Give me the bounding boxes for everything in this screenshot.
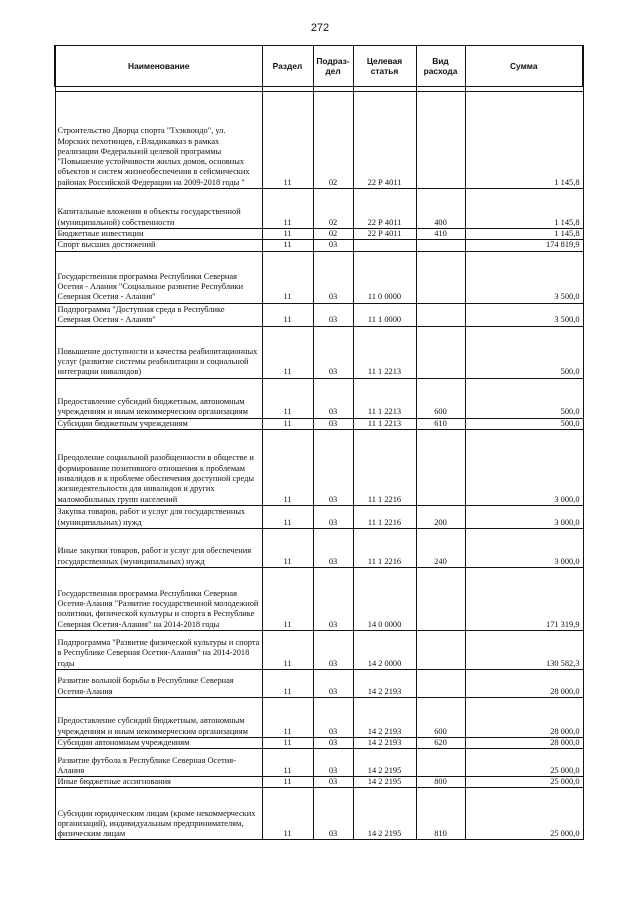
- row-name: Подпрограмма "Развитие физической культуры и спорта в Республике Северная Осетия-Алания" на 2014-2018 годы: [55, 630, 262, 669]
- table-row: [55, 229, 583, 240]
- row-razdel: 11: [262, 697, 313, 737]
- table-body: [55, 87, 583, 840]
- header-vid: Вид расхода: [416, 46, 465, 87]
- header-name: Наименование: [55, 46, 262, 87]
- row-summa: 3 000,0: [465, 429, 583, 505]
- row-name: Преодоление социальной разобщенности в обществе и формирование позитивного отношения к проблемам инвалидов и к проблеме обеспечения доступной среды жизнедеятельности для инвалидов и других маломобильных групп населений: [55, 429, 262, 505]
- header-podrazdel: Подраз-дел: [313, 46, 353, 87]
- table-row: [55, 326, 583, 378]
- row-tselevaya: 14 2 0000: [353, 630, 416, 669]
- row-podrazdel: 03: [313, 326, 353, 378]
- row-summa: 3 500,0: [465, 251, 583, 303]
- row-podrazdel: 03: [313, 788, 353, 840]
- table-row: [55, 669, 583, 697]
- row-summa: 1 145,8: [465, 92, 583, 189]
- row-podrazdel: 02: [313, 92, 353, 189]
- row-vid: 410: [416, 229, 465, 240]
- row-name: Государственная программа Республики Северная Осетия-Алания "Развитие государственной молодежной политики, физической культуры и спорта в Республике Северная Осетия-Алания" на 2014-2018 годы: [55, 567, 262, 630]
- row-razdel: 11: [262, 788, 313, 840]
- table-row: [55, 303, 583, 326]
- row-tselevaya: 14 2 2193: [353, 737, 416, 748]
- row-podrazdel: 03: [313, 528, 353, 567]
- row-podrazdel: 03: [313, 240, 353, 251]
- row-tselevaya: 11 1 2216: [353, 528, 416, 567]
- header-tselevaya: Целевая статья: [353, 46, 416, 87]
- row-summa: 25 000,0: [465, 788, 583, 840]
- row-vid: [416, 630, 465, 669]
- row-summa: 3 500,0: [465, 303, 583, 326]
- row-name: Субсидии автономным учреждениям: [55, 737, 262, 748]
- row-razdel: 11: [262, 777, 313, 788]
- row-tselevaya: 11 1 2213: [353, 378, 416, 418]
- table-row: [55, 777, 583, 788]
- row-podrazdel: 03: [313, 737, 353, 748]
- row-tselevaya: 11 1 2216: [353, 429, 416, 505]
- row-podrazdel: 03: [313, 418, 353, 429]
- row-summa: 25 000,0: [465, 749, 583, 777]
- row-tselevaya: 11 0 0000: [353, 251, 416, 303]
- row-name: Предоставление субсидий бюджетным, автономным учреждениям и иным некоммерческим организациям: [55, 378, 262, 418]
- budget-table: [54, 45, 584, 840]
- table-row: [55, 788, 583, 840]
- row-tselevaya: 11 1 0000: [353, 303, 416, 326]
- table-row: [55, 528, 583, 567]
- row-tselevaya: 22 Р 4011: [353, 229, 416, 240]
- row-summa: 28 000,0: [465, 669, 583, 697]
- table-row: [55, 92, 583, 189]
- row-razdel: 11: [262, 528, 313, 567]
- row-tselevaya: 14 2 2195: [353, 749, 416, 777]
- row-vid: [416, 251, 465, 303]
- header-summa: Сумма: [465, 46, 583, 87]
- row-summa: 500,0: [465, 326, 583, 378]
- row-tselevaya: 11 1 2213: [353, 418, 416, 429]
- row-razdel: 11: [262, 567, 313, 630]
- row-vid: 240: [416, 528, 465, 567]
- row-summa: 174 819,9: [465, 240, 583, 251]
- table-row: [55, 251, 583, 303]
- row-name: Государственная программа Республики Северная Осетия - Алания "Социальное развитие Республики Северная Осетия - Алания": [55, 251, 262, 303]
- row-name: Капитальные вложения в объекты государственной (муниципальной) собственности: [55, 189, 262, 229]
- table-row: [55, 567, 583, 630]
- row-tselevaya: 22 Р 4011: [353, 92, 416, 189]
- page-number: 272: [310, 22, 330, 34]
- row-razdel: 11: [262, 505, 313, 528]
- row-tselevaya: 14 0 0000: [353, 567, 416, 630]
- row-vid: [416, 240, 465, 251]
- row-name: Подпрограмма "Доступная среда в Республике Северная Осетия - Алания": [55, 303, 262, 326]
- row-name: Развитие вольной борьбы в Республике Северная Осетия-Алания: [55, 669, 262, 697]
- row-tselevaya: [353, 240, 416, 251]
- row-podrazdel: 03: [313, 251, 353, 303]
- table-row: [55, 737, 583, 748]
- row-razdel: 11: [262, 229, 313, 240]
- row-razdel: 11: [262, 429, 313, 505]
- row-name: Бюджетные инвестиции: [55, 229, 262, 240]
- row-summa: 3 000,0: [465, 528, 583, 567]
- row-vid: [416, 429, 465, 505]
- row-summa: 1 145,8: [465, 189, 583, 229]
- row-vid: [416, 326, 465, 378]
- row-razdel: 11: [262, 251, 313, 303]
- table-row: [55, 749, 583, 777]
- row-podrazdel: 03: [313, 378, 353, 418]
- row-name: Иные закупки товаров, работ и услуг для обеспечения государственных (муниципальных) нужд: [55, 528, 262, 567]
- row-tselevaya: 14 2 2195: [353, 788, 416, 840]
- row-tselevaya: 14 2 2193: [353, 697, 416, 737]
- row-podrazdel: 02: [313, 229, 353, 240]
- row-razdel: 11: [262, 669, 313, 697]
- row-name: Строительство Дворца спорта "Тхэквондо", ул. Морских пехотинцев, г.Владикавказ в рамках реализации Федеральной целевой программы "Повышение устойчивости жилых домов, основных объектов и систем жизнеобеспечения в сейсмических районах Российской Федерации на 2009-2018 годы ": [55, 92, 262, 189]
- row-summa: 130 582,3: [465, 630, 583, 669]
- row-razdel: 11: [262, 92, 313, 189]
- row-name: Развитие футбола в Республике Северная Осетия-Алания: [55, 749, 262, 777]
- row-podrazdel: 03: [313, 429, 353, 505]
- table-header-row: [55, 46, 583, 87]
- row-razdel: 11: [262, 240, 313, 251]
- row-vid: 610: [416, 418, 465, 429]
- row-name: Спорт высших достижений: [55, 240, 262, 251]
- row-name: Субсидии бюджетным учреждениям: [55, 418, 262, 429]
- table-row: [55, 240, 583, 251]
- row-summa: 500,0: [465, 378, 583, 418]
- row-razdel: 11: [262, 189, 313, 229]
- table-row: [55, 697, 583, 737]
- row-razdel: 11: [262, 749, 313, 777]
- row-razdel: 11: [262, 737, 313, 748]
- row-razdel: 11: [262, 326, 313, 378]
- row-summa: 1 145,8: [465, 229, 583, 240]
- row-tselevaya: 14 2 2193: [353, 669, 416, 697]
- table-row: [55, 418, 583, 429]
- row-podrazdel: 03: [313, 669, 353, 697]
- row-summa: 3 000,0: [465, 505, 583, 528]
- row-tselevaya: 11 1 2213: [353, 326, 416, 378]
- row-vid: 400: [416, 189, 465, 229]
- row-summa: 171 319,9: [465, 567, 583, 630]
- table-row: [55, 378, 583, 418]
- row-podrazdel: 02: [313, 189, 353, 229]
- row-name: Субсидии юридическим лицам (кроме некоммерческих организаций), индивидуальным предпринимателям, физическим лицам: [55, 788, 262, 840]
- row-podrazdel: 03: [313, 505, 353, 528]
- row-razdel: 11: [262, 630, 313, 669]
- row-podrazdel: 03: [313, 749, 353, 777]
- row-vid: [416, 92, 465, 189]
- row-name: Повышение доступности и качества реабилитационных услуг (развитие системы реабилитации и социальной интеграции инвалидов): [55, 326, 262, 378]
- table-row: [55, 630, 583, 669]
- row-podrazdel: 03: [313, 630, 353, 669]
- row-razdel: 11: [262, 418, 313, 429]
- row-tselevaya: 11 1 2216: [353, 505, 416, 528]
- row-summa: 28 000,0: [465, 737, 583, 748]
- row-summa: 500,0: [465, 418, 583, 429]
- row-vid: 600: [416, 378, 465, 418]
- header-razdel: Раздел: [262, 46, 313, 87]
- row-summa: 25 000,0: [465, 777, 583, 788]
- row-tselevaya: 14 2 2195: [353, 777, 416, 788]
- row-podrazdel: 03: [313, 697, 353, 737]
- row-podrazdel: 03: [313, 303, 353, 326]
- row-tselevaya: 22 Р 4011: [353, 189, 416, 229]
- row-podrazdel: 03: [313, 567, 353, 630]
- row-vid: 600: [416, 697, 465, 737]
- table-row: [55, 429, 583, 505]
- row-name: Закупка товаров, работ и услуг для государственных (муниципальных) нужд: [55, 505, 262, 528]
- row-name: Предоставление субсидий бюджетным, автономным учреждениям и иным некоммерческим организациям: [55, 697, 262, 737]
- row-vid: [416, 567, 465, 630]
- row-vid: 800: [416, 777, 465, 788]
- row-vid: [416, 303, 465, 326]
- row-vid: [416, 669, 465, 697]
- row-name: Иные бюджетные ассигнования: [55, 777, 262, 788]
- row-vid: [416, 749, 465, 777]
- row-razdel: 11: [262, 303, 313, 326]
- row-vid: 620: [416, 737, 465, 748]
- row-razdel: 11: [262, 378, 313, 418]
- table-row: [55, 189, 583, 229]
- row-vid: 200: [416, 505, 465, 528]
- table-row: [55, 505, 583, 528]
- row-vid: 810: [416, 788, 465, 840]
- row-podrazdel: 03: [313, 777, 353, 788]
- row-summa: 28 000,0: [465, 697, 583, 737]
